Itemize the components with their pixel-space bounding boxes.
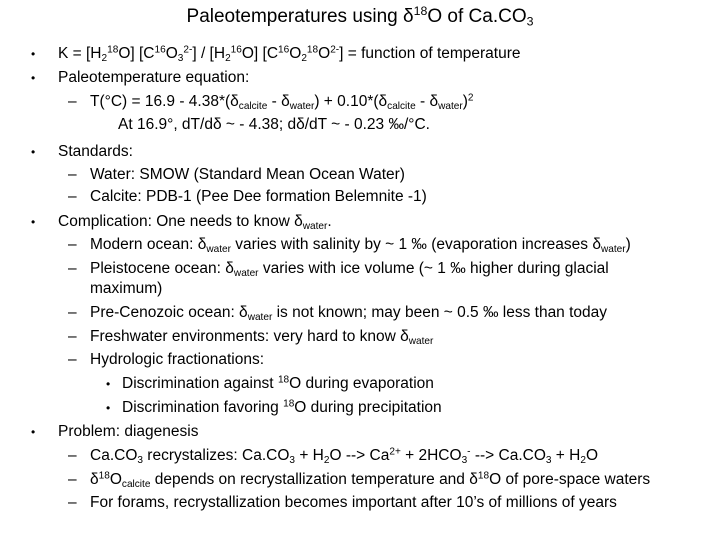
dash-icon: – (68, 188, 77, 205)
bullet-icon: • (106, 401, 111, 415)
sub-item-hydrologic-fractionations: – Hydrologic fractionations: (68, 351, 265, 368)
dash-icon: – (68, 494, 77, 511)
dash-icon: – (68, 236, 77, 253)
sub-item-recrystalization-reaction: – $Ca.CO_3$ recrystalizes: $Ca.CO_3 + H_2O$ --> $Ca^{2+} + 2HCO_3^-$ --> $Ca.CO_3 + H_2O$ (68, 446, 599, 467)
dash-icon: – (68, 304, 77, 321)
dash-icon: – (68, 447, 77, 464)
dash-icon: – (68, 471, 77, 488)
bullet-icon: • (31, 71, 36, 85)
sub-item-equation: – $T(^\circ C) = 16.9 - 4.38*(\delta_{calcite} - \delta_{water}) + 0.10*(\delta_{calcite} - \delta_{water})^2$ (68, 92, 474, 113)
sub-item-pleistocene-ocean: – Pleistocene ocean: $\delta_{water}$ varies with ice volume (~ 1 ‰ higher during glacial (68, 260, 609, 280)
dash-icon: – (68, 260, 77, 277)
bullet-icon: • (31, 425, 36, 439)
bullet-equilibrium-constant: • $K = [H_2^{18}O]$ $[C^{16}O_3^{2-}] / [H_2^{16}O] [C^{16}O_2^{18}O^{2-}]$ = function of temperature (31, 44, 521, 65)
slide-title: Paleotemperatures using $\delta^{18}O$ of $Ca.CO_3$ (186, 4, 534, 29)
sub-item-modern-ocean: – Modern ocean: $\delta_{water}$ varies with salinity by ~ 1 ‰ (evaporation increases $\delta_{water}$) (68, 236, 631, 256)
dash-icon: – (68, 93, 77, 110)
bullet-complication: • Complication: One needs to know $\delta_{water}$. (31, 213, 332, 233)
sub-item-calcite-standard: – Calcite: PDB-1 (Pee Dee formation Belemnite -1) (68, 188, 427, 205)
sub-item-equation-continued: At 16.9°, dT/dδ ~ - 4.38; dδ/dT ~ - 0.23 ‰/°C. (118, 116, 430, 133)
sub-item-forams: – For forams, recrystallization becomes important after 10’s of millions of years (68, 494, 617, 511)
bullet-icon: • (31, 47, 36, 61)
sub-item-water-standard: – Water: SMOW (Standard Mean Ocean Water) (68, 166, 405, 183)
bullet-standards: • Standards: (31, 143, 133, 160)
sub-sub-item-evaporation: • Discrimination against $^{18}$O during evaporation (106, 374, 434, 392)
sub-item-pre-cenozoic-ocean: – Pre-Cenozoic ocean: $\delta_{water}$ is not known; may been ~ 0.5 ‰ less than today (68, 304, 608, 324)
bullet-icon: • (31, 145, 36, 159)
sub-item-delta-calcite: – $\delta^{18}O_{calcite}$ depends on recrystallization temperature and $\delta^{18}O$ of pore-space waters (68, 470, 651, 491)
bullet-diagenesis: • Problem: diagenesis (31, 423, 199, 440)
bullet-icon: • (106, 377, 111, 391)
sub-sub-item-precipitation: • Discrimination favoring $^{18}$O during precipitation (106, 398, 442, 416)
bullet-paleotemperature-equation: • Paleotemperature equation: (31, 69, 250, 86)
dash-icon: – (68, 351, 77, 368)
dash-icon: – (68, 328, 77, 345)
dash-icon: – (68, 166, 77, 183)
bullet-icon: • (31, 215, 36, 229)
sub-item-pleistocene-continued: maximum) (90, 280, 163, 297)
sub-item-freshwater: – Freshwater environments: very hard to know $\delta_{water}$ (68, 328, 434, 348)
